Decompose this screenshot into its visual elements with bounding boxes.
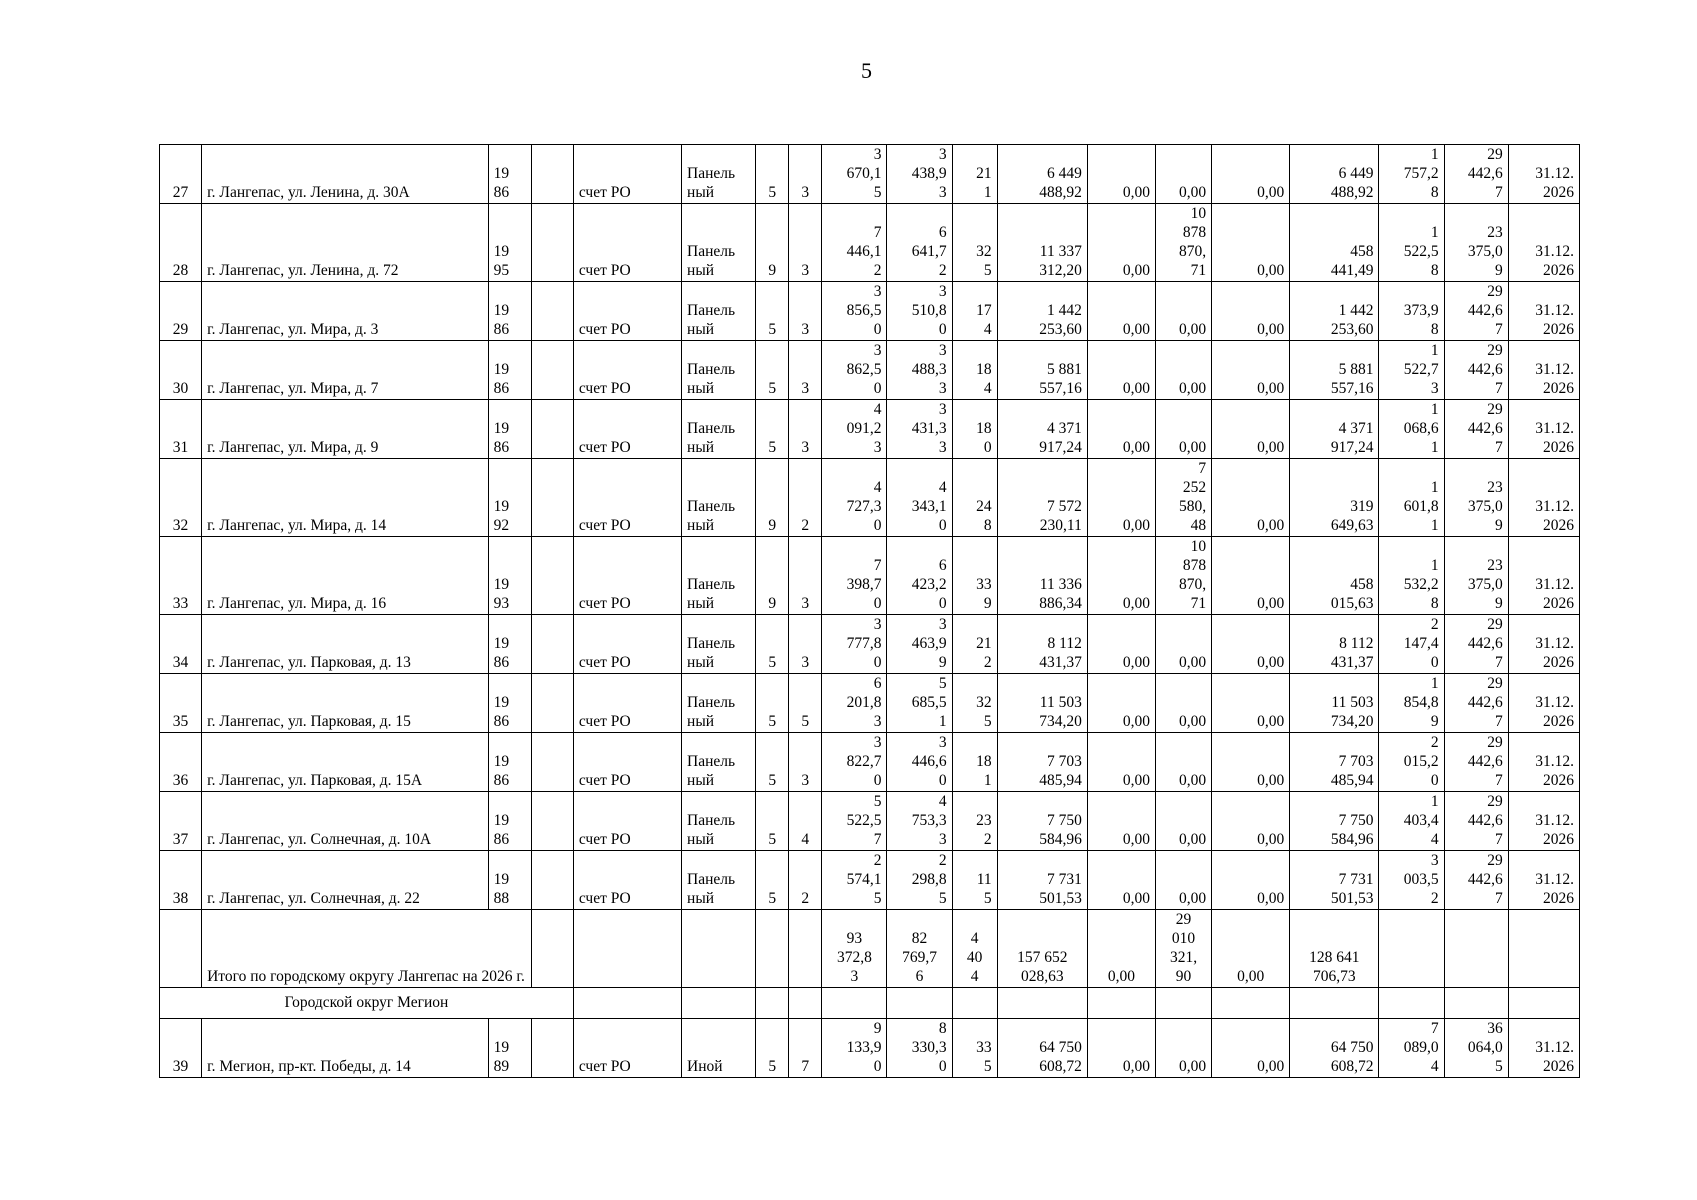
cost-owners-cell: 458 015,63 [1290,537,1379,615]
wall-material-cell: Панель ный [682,792,756,851]
residents-cell: 18 1 [952,733,997,792]
total-label: Итого по городскому округу Лангепас на 2026 г. [202,910,532,988]
fund-method-cell: счет РО [573,341,681,400]
total-area-living-cell: 82 769,7 6 [887,910,952,988]
cost-fund-c-cell: 0,00 [1212,400,1290,459]
wall-material-cell: Панель ный [682,851,756,910]
row-number: 28 [160,204,202,282]
deadline-cell: 31.12. 2026 [1508,400,1579,459]
residents-cell: 11 5 [952,851,997,910]
empty-cell [531,204,573,282]
fund-method-cell: счет РО [573,145,681,204]
empty-cell [789,910,822,988]
cost-fund-c-cell: 0,00 [1212,145,1290,204]
cost-fund-c-cell: 0,00 [1212,733,1290,792]
total-cost-d-cell: 128 641 706,73 [1290,910,1379,988]
deadline-cell: 31.12. 2026 [1508,674,1579,733]
wall-material-cell: Панель ный [682,615,756,674]
entrances-cell: 3 [789,341,822,400]
cost-owners-cell: 4 371 917,24 [1290,400,1379,459]
build-year-cell: 19 93 [488,537,531,615]
row-number: 38 [160,851,202,910]
total-area-cell: 3 777,8 0 [822,615,887,674]
total-cost-cell: 4 371 917,24 [997,400,1087,459]
cost-owners-cell: 319 649,63 [1290,459,1379,537]
total-cost-cell: 7 731 501,53 [997,851,1087,910]
total-cost-cell: 11 337 312,20 [997,204,1087,282]
row-number: 35 [160,674,202,733]
entrances-cell: 5 [789,674,822,733]
unit-cost-cell: 3 003,5 2 [1379,851,1444,910]
floors-cell: 5 [756,733,789,792]
cost-fund-c-cell: 0,00 [1212,282,1290,341]
table-body [160,145,1580,1078]
cost-fund-c-cell: 0,00 [1212,341,1290,400]
cost-fund-a-cell: 0,00 [1087,733,1155,792]
wall-material-cell: Панель ный [682,282,756,341]
total-cost-cell: 6 449 488,92 [997,145,1087,204]
empty-cell [756,910,789,988]
build-year-cell: 19 86 [488,341,531,400]
fund-method-cell: счет РО [573,851,681,910]
empty-cell [682,910,756,988]
cost-fund-b-cell: 0,00 [1156,792,1212,851]
capital-repair-table [159,144,1580,1078]
floors-cell: 9 [756,204,789,282]
deadline-cell: 31.12. 2026 [1508,204,1579,282]
deadline-cell: 31.12. 2026 [1508,341,1579,400]
total-cost-cell: 7 572 230,11 [997,459,1087,537]
total-cost-cell: 7 703 485,94 [997,733,1087,792]
fund-method-cell: счет РО [573,615,681,674]
address-cell: г. Лангепас, ул. Солнечная, д. 22 [202,851,489,910]
empty-cell [531,792,573,851]
empty-cell [531,282,573,341]
table-row [160,282,1580,341]
table-row [160,204,1580,282]
cost-fund-a-cell: 0,00 [1087,792,1155,851]
build-year-cell: 19 95 [488,204,531,282]
total-area-cell: 4 091,2 3 [822,400,887,459]
build-year-cell: 19 86 [488,674,531,733]
total-area-cell: 3 670,1 5 [822,145,887,204]
floors-cell: 5 [756,674,789,733]
max-unit-cost-cell: 23 375,0 9 [1444,537,1508,615]
row-number: 37 [160,792,202,851]
table-row [160,615,1580,674]
empty-cell [1508,988,1579,1019]
empty-cell [1508,910,1579,988]
fund-method-cell: счет РО [573,537,681,615]
cost-fund-a-cell: 0,00 [1087,615,1155,674]
max-unit-cost-cell: 29 442,6 7 [1444,341,1508,400]
table-row [160,1019,1580,1078]
residents-cell: 32 5 [952,674,997,733]
cost-fund-b-cell: 0,00 [1156,733,1212,792]
cost-fund-a-cell: 0,00 [1087,851,1155,910]
floors-cell: 9 [756,459,789,537]
residents-cell: 32 5 [952,204,997,282]
living-area-cell: 6 641,7 2 [887,204,952,282]
cost-fund-a-cell: 0,00 [1087,400,1155,459]
unit-cost-cell: 1 522,7 3 [1379,341,1444,400]
living-area-cell: 3 510,8 0 [887,282,952,341]
empty-cell [531,615,573,674]
unit-cost-cell: 1 068,6 1 [1379,400,1444,459]
max-unit-cost-cell: 23 375,0 9 [1444,204,1508,282]
max-unit-cost-cell: 29 442,6 7 [1444,792,1508,851]
wall-material-cell: Панель ный [682,459,756,537]
build-year-cell: 19 86 [488,615,531,674]
total-area-cell: 2 574,1 5 [822,851,887,910]
floors-cell: 5 [756,792,789,851]
empty-cell [952,988,997,1019]
living-area-cell: 5 685,5 1 [887,674,952,733]
empty-cell [1087,988,1155,1019]
total-area-cell: 7 446,1 2 [822,204,887,282]
cost-fund-c-cell: 0,00 [1212,537,1290,615]
build-year-cell: 19 86 [488,792,531,851]
empty-cell [1379,910,1444,988]
empty-cell [1212,988,1290,1019]
floors-cell: 5 [756,282,789,341]
cost-owners-cell: 8 112 431,37 [1290,615,1379,674]
living-area-cell: 4 343,1 0 [887,459,952,537]
cost-fund-b-cell: 0,00 [1156,341,1212,400]
row-number: 36 [160,733,202,792]
total-row [160,910,1580,988]
address-cell: г. Лангепас, ул. Солнечная, д. 10А [202,792,489,851]
deadline-cell: 31.12. 2026 [1508,459,1579,537]
cost-fund-c-cell: 0,00 [1212,851,1290,910]
total-area-cell: 3 822,7 0 [822,733,887,792]
address-cell: г. Лангепас, ул. Ленина, д. 72 [202,204,489,282]
residents-cell: 24 8 [952,459,997,537]
row-number: 27 [160,145,202,204]
max-unit-cost-cell: 29 442,6 7 [1444,733,1508,792]
empty-cell [1444,988,1508,1019]
floors-cell: 5 [756,145,789,204]
unit-cost-cell: 1 403,4 4 [1379,792,1444,851]
cost-fund-a-cell: 0,00 [1087,204,1155,282]
total-area-cell: 3 856,5 0 [822,282,887,341]
living-area-cell: 2 298,8 5 [887,851,952,910]
max-unit-cost-cell: 36 064,0 5 [1444,1019,1508,1078]
section-header-row [160,988,1580,1019]
row-number: 32 [160,459,202,537]
table-row [160,341,1580,400]
empty-cell [682,988,756,1019]
wall-material-cell: Панель ный [682,341,756,400]
address-cell: г. Лангепас, ул. Ленина, д. 30А [202,145,489,204]
deadline-cell: 31.12. 2026 [1508,615,1579,674]
build-year-cell: 19 89 [488,1019,531,1078]
max-unit-cost-cell: 29 442,6 7 [1444,282,1508,341]
deadline-cell: 31.12. 2026 [1508,537,1579,615]
entrances-cell: 7 [789,1019,822,1078]
empty-cell [160,910,202,988]
max-unit-cost-cell: 29 442,6 7 [1444,674,1508,733]
total-cost-total-cell: 157 652 028,63 [997,910,1087,988]
deadline-cell: 31.12. 2026 [1508,145,1579,204]
entrances-cell: 4 [789,792,822,851]
max-unit-cost-cell: 23 375,0 9 [1444,459,1508,537]
cost-fund-a-cell: 0,00 [1087,459,1155,537]
cost-owners-cell: 7 750 584,96 [1290,792,1379,851]
fund-method-cell: счет РО [573,674,681,733]
cost-fund-b-cell: 0,00 [1156,1019,1212,1078]
floors-cell: 5 [756,400,789,459]
total-cost-b-cell: 29 010 321, 90 [1156,910,1212,988]
empty-cell [1290,988,1379,1019]
total-cost-cell: 8 112 431,37 [997,615,1087,674]
floors-cell: 5 [756,341,789,400]
total-area-total-cell: 93 372,8 3 [822,910,887,988]
table-row [160,733,1580,792]
fund-method-cell: счет РО [573,400,681,459]
cost-fund-b-cell: 0,00 [1156,145,1212,204]
empty-cell [531,400,573,459]
unit-cost-cell: 2 015,2 0 [1379,733,1444,792]
empty-cell [531,1019,573,1078]
total-cost-cell: 11 336 886,34 [997,537,1087,615]
residents-cell: 21 1 [952,145,997,204]
build-year-cell: 19 86 [488,400,531,459]
empty-cell [531,851,573,910]
fund-method-cell: счет РО [573,733,681,792]
total-cost-cell: 1 442 253,60 [997,282,1087,341]
empty-cell [789,988,822,1019]
build-year-cell: 19 86 [488,282,531,341]
row-number: 30 [160,341,202,400]
build-year-cell: 19 86 [488,733,531,792]
living-area-cell: 3 488,3 3 [887,341,952,400]
unit-cost-cell: 1 532,2 8 [1379,537,1444,615]
residents-cell: 21 2 [952,615,997,674]
wall-material-cell: Панель ный [682,537,756,615]
cost-fund-c-cell: 0,00 [1212,204,1290,282]
row-number: 34 [160,615,202,674]
entrances-cell: 3 [789,400,822,459]
wall-material-cell: Панель ный [682,204,756,282]
deadline-cell: 31.12. 2026 [1508,282,1579,341]
cost-owners-cell: 64 750 608,72 [1290,1019,1379,1078]
build-year-cell: 19 86 [488,145,531,204]
empty-cell [887,988,952,1019]
cost-owners-cell: 11 503 734,20 [1290,674,1379,733]
residents-cell: 17 4 [952,282,997,341]
empty-cell [756,988,789,1019]
entrances-cell: 3 [789,145,822,204]
address-cell: г. Лангепас, ул. Мира, д. 16 [202,537,489,615]
row-number: 31 [160,400,202,459]
cost-fund-a-cell: 0,00 [1087,145,1155,204]
cost-fund-b-cell: 0,00 [1156,851,1212,910]
wall-material-cell: Панель ный [682,145,756,204]
cost-fund-b-cell: 7 252 580, 48 [1156,459,1212,537]
cost-fund-b-cell: 10 878 870, 71 [1156,204,1212,282]
section-title: Городской округ Мегион [160,988,574,1019]
row-number: 39 [160,1019,202,1078]
total-area-cell: 6 201,8 3 [822,674,887,733]
address-cell: г. Лангепас, ул. Мира, д. 14 [202,459,489,537]
living-area-cell: 8 330,3 0 [887,1019,952,1078]
total-cost-c-cell: 0,00 [1212,910,1290,988]
fund-method-cell: счет РО [573,1019,681,1078]
cost-fund-a-cell: 0,00 [1087,282,1155,341]
empty-cell [531,733,573,792]
living-area-cell: 3 446,6 0 [887,733,952,792]
cost-fund-b-cell: 0,00 [1156,674,1212,733]
wall-material-cell: Панель ный [682,400,756,459]
total-area-cell: 7 398,7 0 [822,537,887,615]
unit-cost-cell: 7 089,0 4 [1379,1019,1444,1078]
empty-cell [573,988,681,1019]
wall-material-cell: Панель ный [682,674,756,733]
cost-owners-cell: 6 449 488,92 [1290,145,1379,204]
living-area-cell: 4 753,3 3 [887,792,952,851]
fund-method-cell: счет РО [573,282,681,341]
wall-material-cell: Иной [682,1019,756,1078]
deadline-cell: 31.12. 2026 [1508,733,1579,792]
cost-fund-c-cell: 0,00 [1212,615,1290,674]
empty-cell [531,459,573,537]
page-number: 5 [861,58,872,83]
unit-cost-cell: 1 854,8 9 [1379,674,1444,733]
entrances-cell: 2 [789,459,822,537]
max-unit-cost-cell: 29 442,6 7 [1444,615,1508,674]
total-area-cell: 3 862,5 0 [822,341,887,400]
floors-cell: 5 [756,615,789,674]
wall-material-cell: Панель ный [682,733,756,792]
entrances-cell: 3 [789,615,822,674]
empty-cell [531,910,573,988]
cost-fund-a-cell: 0,00 [1087,341,1155,400]
table-row [160,145,1580,204]
empty-cell [531,537,573,615]
entrances-cell: 3 [789,733,822,792]
cost-fund-c-cell: 0,00 [1212,792,1290,851]
unit-cost-cell: 1 522,5 8 [1379,204,1444,282]
max-unit-cost-cell: 29 442,6 7 [1444,400,1508,459]
cost-owners-cell: 7 703 485,94 [1290,733,1379,792]
empty-cell [531,341,573,400]
address-cell: г. Лангепас, ул. Парковая, д. 13 [202,615,489,674]
total-cost-cell: 7 750 584,96 [997,792,1087,851]
entrances-cell: 3 [789,537,822,615]
cost-fund-c-cell: 0,00 [1212,674,1290,733]
empty-cell [531,674,573,733]
table-row [160,537,1580,615]
cost-fund-b-cell: 0,00 [1156,400,1212,459]
table-row [160,400,1580,459]
total-cost-cell: 11 503 734,20 [997,674,1087,733]
empty-cell [1379,988,1444,1019]
entrances-cell: 2 [789,851,822,910]
address-cell: г. Лангепас, ул. Мира, д. 3 [202,282,489,341]
build-year-cell: 19 88 [488,851,531,910]
row-number: 29 [160,282,202,341]
total-cost-cell: 5 881 557,16 [997,341,1087,400]
table-row [160,459,1580,537]
total-area-cell: 5 522,5 7 [822,792,887,851]
cost-owners-cell: 5 881 557,16 [1290,341,1379,400]
cost-fund-b-cell: 0,00 [1156,615,1212,674]
address-cell: г. Лангепас, ул. Парковая, д. 15А [202,733,489,792]
fund-method-cell: счет РО [573,792,681,851]
cost-fund-a-cell: 0,00 [1087,674,1155,733]
living-area-cell: 3 431,3 3 [887,400,952,459]
floors-cell: 5 [756,1019,789,1078]
unit-cost-cell: 373,9 8 [1379,282,1444,341]
unit-cost-cell: 1 601,8 1 [1379,459,1444,537]
unit-cost-cell: 2 147,4 0 [1379,615,1444,674]
empty-cell [997,988,1087,1019]
address-cell: г. Лангепас, ул. Мира, д. 9 [202,400,489,459]
total-area-cell: 9 133,9 0 [822,1019,887,1078]
cost-fund-c-cell: 0,00 [1212,1019,1290,1078]
empty-cell [531,145,573,204]
entrances-cell: 3 [789,282,822,341]
fund-method-cell: счет РО [573,204,681,282]
deadline-cell: 31.12. 2026 [1508,851,1579,910]
empty-cell [822,988,887,1019]
unit-cost-cell: 1 757,2 8 [1379,145,1444,204]
cost-fund-b-cell: 0,00 [1156,282,1212,341]
build-year-cell: 19 92 [488,459,531,537]
living-area-cell: 3 438,9 3 [887,145,952,204]
total-cost-cell: 64 750 608,72 [997,1019,1087,1078]
residents-cell: 18 0 [952,400,997,459]
entrances-cell: 3 [789,204,822,282]
empty-cell [1444,910,1508,988]
living-area-cell: 6 423,2 0 [887,537,952,615]
address-cell: г. Лангепас, ул. Мира, д. 7 [202,341,489,400]
fund-method-cell: счет РО [573,459,681,537]
floors-cell: 9 [756,537,789,615]
cost-fund-a-cell: 0,00 [1087,537,1155,615]
table-row [160,851,1580,910]
table-row [160,792,1580,851]
cost-fund-c-cell: 0,00 [1212,459,1290,537]
address-cell: г. Лангепас, ул. Парковая, д. 15 [202,674,489,733]
total-cost-a-cell: 0,00 [1087,910,1155,988]
cost-fund-a-cell: 0,00 [1087,1019,1155,1078]
deadline-cell: 31.12. 2026 [1508,792,1579,851]
cost-fund-b-cell: 10 878 870, 71 [1156,537,1212,615]
max-unit-cost-cell: 29 442,6 7 [1444,145,1508,204]
total-residents-cell: 4 40 4 [952,910,997,988]
empty-cell [573,910,681,988]
living-area-cell: 3 463,9 9 [887,615,952,674]
total-area-cell: 4 727,3 0 [822,459,887,537]
deadline-cell: 31.12. 2026 [1508,1019,1579,1078]
residents-cell: 33 5 [952,1019,997,1078]
address-cell: г. Мегион, пр-кт. Победы, д. 14 [202,1019,489,1078]
row-number: 33 [160,537,202,615]
max-unit-cost-cell: 29 442,6 7 [1444,851,1508,910]
floors-cell: 5 [756,851,789,910]
cost-owners-cell: 458 441,49 [1290,204,1379,282]
residents-cell: 23 2 [952,792,997,851]
empty-cell [1156,988,1212,1019]
residents-cell: 33 9 [952,537,997,615]
residents-cell: 18 4 [952,341,997,400]
cost-owners-cell: 7 731 501,53 [1290,851,1379,910]
cost-owners-cell: 1 442 253,60 [1290,282,1379,341]
table-row [160,674,1580,733]
